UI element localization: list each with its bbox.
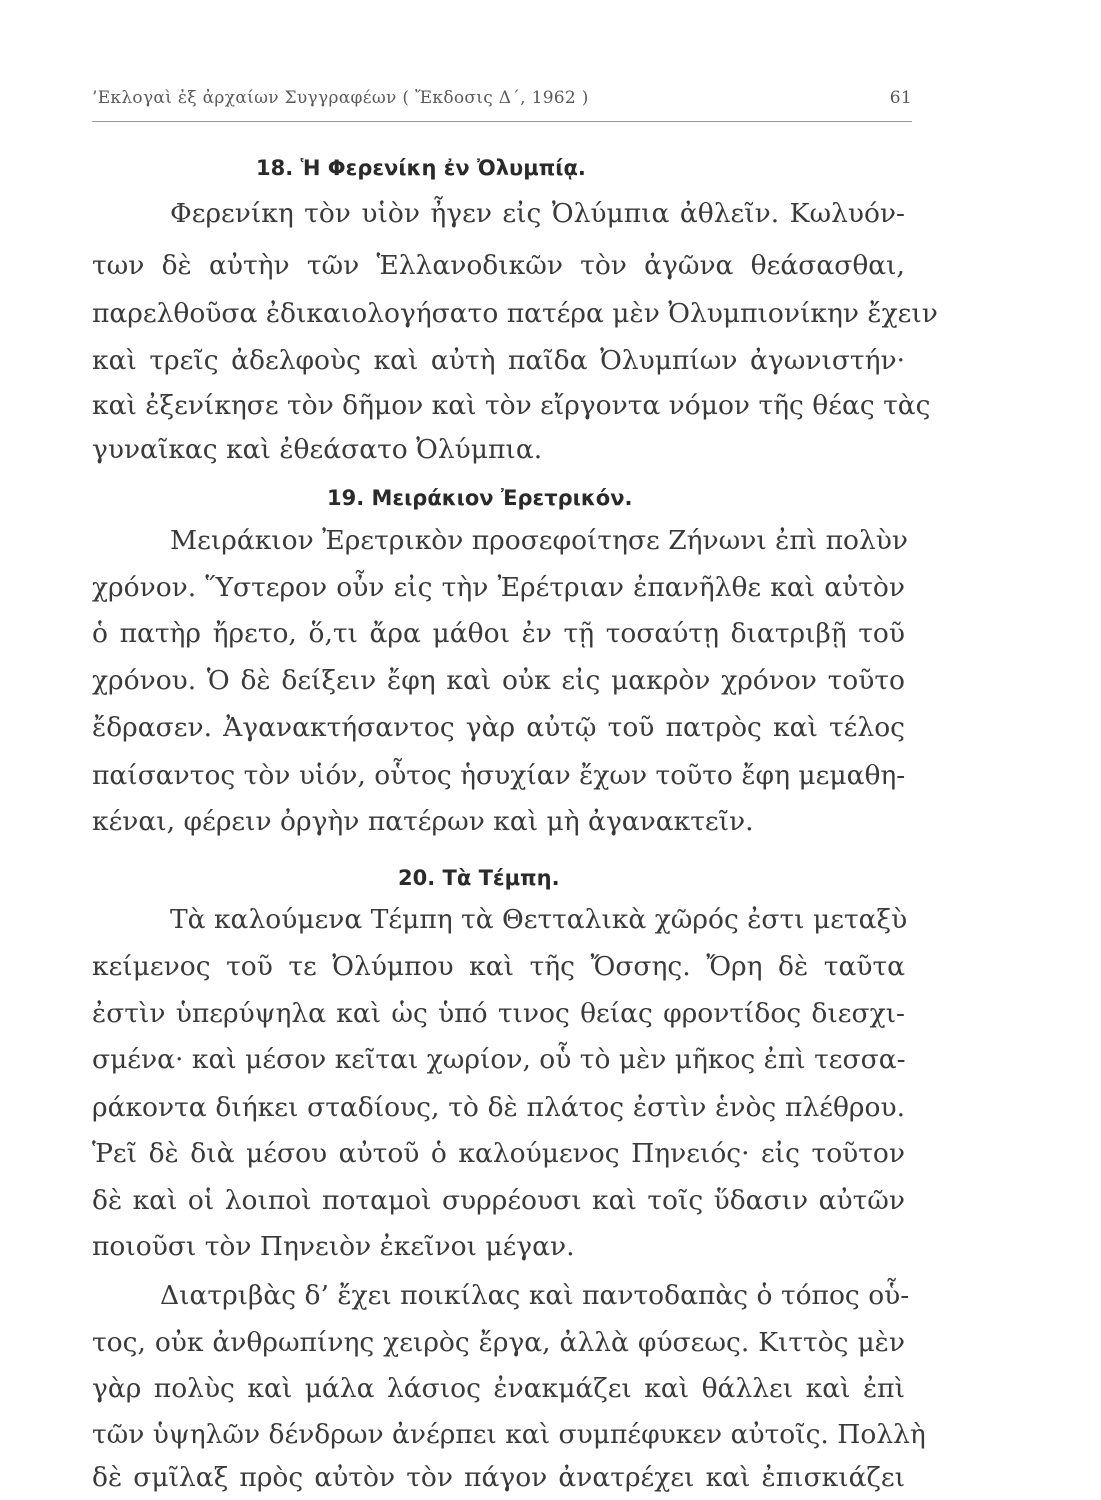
text-line: γυναῖκας καὶ ἐθεάσατο Ὀλύμπια. bbox=[92, 434, 543, 465]
text-line: ἔδρασεν. Ἀγανακτήσαντος γὰρ αὐτῷ τοῦ πατρὸς καὶ τέλος bbox=[92, 712, 905, 743]
running-header-title: ’Εκλογαὶ ἐξ ἀρχαίων Συγγραφέων ( Ἔκδοσις Δ΄, 1962 ) bbox=[92, 88, 589, 108]
text-line: Ῥεῖ δὲ διὰ μέσου αὐτοῦ ὁ καλούμενος Πηνειός· εἰς τοῦτον bbox=[92, 1138, 905, 1169]
text-line: καὶ ἐξενίκησε τὸν δῆμον καὶ τὸν εἴργοντα νόμον τῆς θέας τὰς bbox=[92, 390, 931, 421]
running-header bbox=[92, 88, 912, 118]
text-line: παρελθοῦσα ἐδικαιολογήσατο πατέρα μὲν Ὀλυμπιονίκην ἔχειν bbox=[92, 298, 938, 329]
text-line: δὲ σμῖλαξ πρὸς αὐτὸν τὸν πάγον ἀνατρέχει καὶ ἐπισκιάζει bbox=[92, 1462, 905, 1493]
text-line: γὰρ πολὺς καὶ μάλα λάσιος ἐνακμάζει καὶ θάλλει καὶ ἐπὶ bbox=[92, 1373, 905, 1404]
text-line: σμένα· καὶ μέσον κεῖται χωρίον, οὗ τὸ μὲν μῆκος ἐπὶ τεσσα- bbox=[92, 1044, 906, 1075]
header-rule bbox=[92, 121, 912, 122]
text-line: Φερενίκη τὸν υἱὸν ἦγεν εἰς Ὀλύμπια ἀθλεῖν. Κωλυόν- bbox=[170, 198, 905, 229]
text-line: ράκοντα διήκει σταδίους, τὸ δὲ πλάτος ἐστὶν ἑνὸς πλέθρου. bbox=[92, 1092, 905, 1123]
section-heading: 19. Μειράκιον Ἐρετρικόν. bbox=[327, 486, 633, 510]
text-line: των δὲ αὐτὴν τῶν Ἑλλανοδικῶν τὸν ἀγῶνα θεάσασθαι, bbox=[92, 250, 905, 281]
text-line: κείμενος τοῦ τε Ὀλύμπου καὶ τῆς Ὄσσης. Ὄρη δὲ ταῦτα bbox=[92, 951, 905, 982]
text-line: τος, οὐκ ἀνθρωπίνης χειρὸς ἔργα, ἀλλὰ φύσεως. Κιττὸς μὲν bbox=[92, 1327, 905, 1358]
text-line: ποιοῦσι τὸν Πηνειὸν ἐκεῖνοι μέγαν. bbox=[92, 1231, 575, 1262]
text-line: ὁ πατὴρ ἤρετο, ὅ,τι ἄρα μάθοι ἐν τῇ τοσαύτῃ διατριβῇ τοῦ bbox=[92, 618, 905, 649]
text-line: Τὰ καλούμενα Τέμπη τὰ Θετταλικὰ χῶρός ἐστι μεταξὺ bbox=[170, 904, 908, 935]
text-line: Μειράκιον Ἐρετρικὸν προσεφοίτησε Ζήνωνι ἐπὶ πολὺν bbox=[170, 525, 908, 556]
text-line: δὲ καὶ οἱ λοιποὶ ποταμοὶ συρρέουσι καὶ τοῖς ὕδασιν αὐτῶν bbox=[92, 1185, 905, 1216]
text-line: Διατριβὰς δ’ ἔχει ποικίλας καὶ παντοδαπὰς ὁ τόπος οὗ- bbox=[160, 1280, 910, 1311]
text-line: τῶν ὑψηλῶν δένδρων ἀνέρπει καὶ συμπέφυκεν αὐτοῖς. Πολλὴ bbox=[92, 1419, 926, 1450]
text-line: χρόνον. Ὕστερον οὖν εἰς τὴν Ἐρέτριαν ἐπανῆλθε καὶ αὐτὸν bbox=[92, 572, 905, 603]
text-line: χρόνου. Ὁ δὲ δείξειν ἔφη καὶ οὐκ εἰς μακρὸν χρόνον τοῦτο bbox=[92, 665, 905, 696]
text-line: ἐστὶν ὑπερύψηλα καὶ ὡς ὑπό τινος θείας φροντίδος διεσχι- bbox=[92, 998, 905, 1029]
text-line: καὶ τρεῖς ἀδελφοὺς καὶ αὐτὴ παῖδα Ὀλυμπίων ἀγωνιστήν· bbox=[92, 345, 905, 376]
section-heading: 20. Τὰ Τέμπη. bbox=[398, 866, 560, 890]
section-heading: 18. Ἡ Φερενίκη ἐν Ὀλυμπίᾳ. bbox=[256, 156, 586, 180]
page-number: 61 bbox=[889, 88, 912, 108]
text-line: παίσαντος τὸν υἱόν, οὗτος ἡσυχίαν ἔχων τοῦτο ἔφη μεμαθη- bbox=[92, 760, 906, 791]
text-line: κέναι, φέρειν ὀργὴν πατέρων καὶ μὴ ἀγανακτεῖν. bbox=[92, 806, 754, 837]
